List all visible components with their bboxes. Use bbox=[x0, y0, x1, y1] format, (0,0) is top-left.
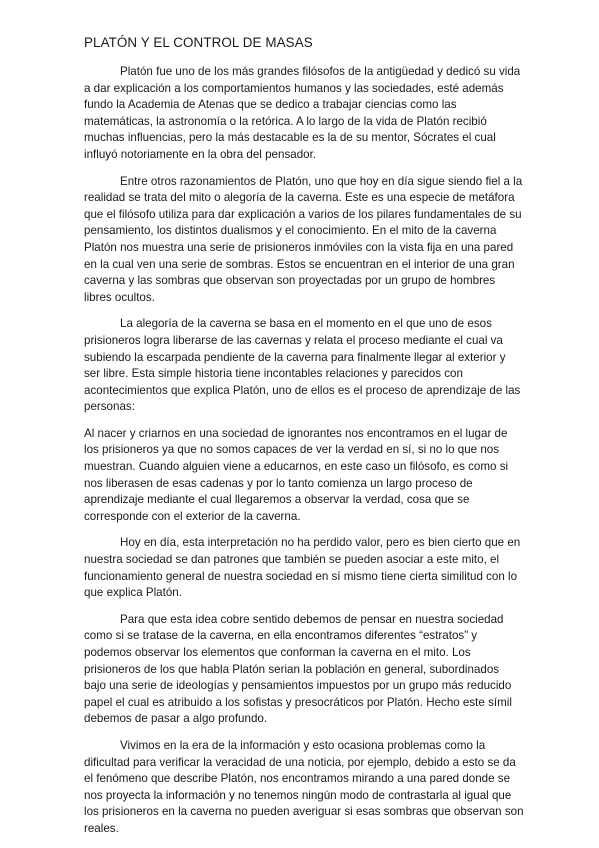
paragraph-3: La alegoría de la caverna se basa en el momento en el que uno de esos prisioneros logra liberarse de las cavernas y relata el proceso mediante el cual va subiendo la escarpada pendiente de la caverna para finalmente llegar al exterior y ser libre. Esta simple historia tiene incontables relaciones y parecidos con acontecimientos que explica Platón, uno de ellos es el proceso de aprendizaje de las personas: bbox=[84, 317, 521, 414]
paragraph-6: Para que esta idea cobre sentido debemos de pensar en nuestra sociedad como si se tratase de la caverna, en ella encontramos diferentes “estratos” y podemos observar los elementos que conforman la caverna en el mito. Los prisioneros de los que habla Platón serian la población en general, subordinados bajo una serie de ideologías y pensamientos impuestos por un grupo más reducido papel el cual es atribuido a los sofistas y presocráticos por Platón. Hecho este símil debemos de pasar a algo profundo. bbox=[84, 612, 512, 726]
paragraph-4: Al nacer y criarnos en una sociedad de ignorantes nos encontramos en el lugar de los prisioneros ya que no somos capaces de ver la verdad en sí, si no lo que nos muestran. Cuando alguien viene a educarnos, en este caso un filósofo, es como si nos liberasen de esas cadenas y por lo tanto comienza un largo proceso de aprendizaje mediante el cual llegaremos a observar la verdad, cosa que se corresponde con el exterior de la caverna. bbox=[84, 426, 509, 523]
paragraph-7: Vivimos en la era de la información y esto ocasiona problemas como la dificultad para verificar la veracidad de una noticia, por ejemplo, debido a esto se da el fenómeno que describe Platón, nos encontramos mirando a una pared donde se nos proyecta la información y no tenemos ningún modo de contrastarla al igual que los prisioneros en la caverna no pueden averiguar si esas sombras que observan son reales. bbox=[84, 738, 524, 835]
document-page bbox=[84, 34, 524, 848]
paragraph-1: Platón fue uno de los más grandes filósofos de la antigüedad y dedicó su vida a dar explicación a los comportamientos humanos y las sociedades, esté además fundo la Academia de Atenas que se dedico a trabajar ciencias como las matemáticas, la astronomía o la retórica. A lo largo de la vida de Platón recibió muchas influencias, pero la más destacable es la de su mentor, Sócrates el cual influyó notoriamente en la obra del pensador. bbox=[84, 65, 521, 161]
paragraph-5: Hoy en día, esta interpretación no ha perdido valor, pero es bien cierto que en nuestra sociedad se dan patrones que también se pueden asociar a este mito, el funcionamiento general de nuestra sociedad en sí mismo tiene cierta similitud con lo que explica Platón. bbox=[84, 536, 521, 600]
paragraph-2: Entre otros razonamientos de Platón, uno que hoy en día sigue siendo fiel a la realidad se trata del mito o alegoría de la caverna. Este es una especie de metáfora que el filósofo utiliza para dar explicación a varios de los pilares fundamentales de su pensamiento, los distintos dualismos y el conocimiento. En el mito de la caverna Platón nos muestra una serie de prisioneros inmóviles con la vista fija en una pared en la cual ven una serie de sombras. Estos se encuentran en el interior de una gran caverna y las sombras que observan son proyectadas por un grupo de hombres libres ocultos. bbox=[84, 174, 523, 304]
document-title: PLATÓN Y EL CONTROL DE MASAS bbox=[84, 35, 313, 50]
